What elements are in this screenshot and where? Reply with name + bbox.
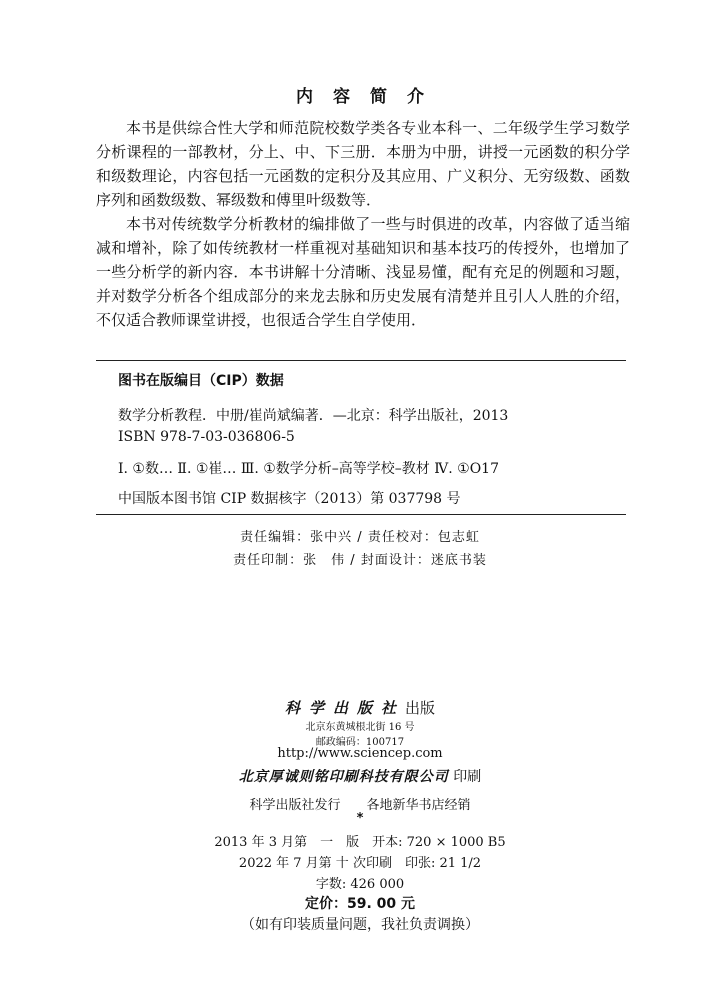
printer-line: [0, 766, 720, 786]
publisher-postcode: 邮政编码：100717: [315, 737, 405, 748]
publisher-url: http://www.sciencep.com: [277, 746, 443, 761]
cip-title-line: 数学分析教程．中册/崔尚斌编著．—北京：科学出版社，2013: [118, 408, 509, 424]
word-count: 字数: 426 000: [315, 877, 405, 892]
cip-library-record: 中国版本图书馆 CIP 数据核字（2013）第 037798 号: [118, 491, 461, 507]
cip-top-rule: [96, 360, 626, 361]
publisher-name: 科学出版社: [284, 699, 405, 717]
cip-isbn: ISBN 978-7-03-036806-5: [118, 429, 295, 445]
edition-line-1: 2013 年 3 月第 一 版 开本: 720 × 1000 B5: [214, 835, 506, 850]
staff-line-1: 责任编辑：张中兴 / 责任校对：包志虹: [240, 530, 480, 545]
cip-classification: Ⅰ. ①数… Ⅱ. ①崔… Ⅲ. ①数学分析–高等学校–教材 Ⅳ. ①O17: [118, 461, 499, 477]
distribution-line: 科学出版社发行 各地新华书店经销: [249, 798, 471, 813]
staff-line-2: 责任印制：张 伟 / 封面设计：迷底书装: [233, 553, 487, 568]
printer-suffix: 印刷: [453, 769, 482, 785]
cip-bottom-rule: [96, 514, 626, 515]
intro-text: [96, 116, 630, 332]
price: 定价：59. 00 元: [304, 896, 416, 912]
publisher-address: 北京东黄城根北街 16 号: [305, 722, 415, 733]
cip-heading: 图书在版编目（CIP）数据: [118, 373, 284, 389]
quality-note: （如有印装质量问题，我社负责调换）: [241, 917, 479, 933]
printer-name: 北京厚诚则铭印刷科技有限公司: [238, 769, 449, 785]
publisher-line: [0, 697, 720, 718]
intro-paragraph-2: 本书对传统数学分析教材的编排做了一些与时俱进的改革，内容做了适当缩减和增补，除了如传统教材一样重视对基础知识和基本技巧的传授外，也增加了一些分析学的新内容．本书讲解十分清晰、浅显易懂，配有充足的例题和习题，并对数学分析各个组成部分的来龙去脉和历史发展有清楚并且引人人胜的介绍，不仅适合教师课堂讲授，也很适合学生自学使用．: [96, 215, 630, 329]
publisher-suffix: 出版: [405, 699, 436, 717]
separator-star: *: [356, 811, 364, 826]
edition-line-2: 2022 年 7 月第 十 次印刷 印张: 21 1/2: [238, 856, 482, 871]
intro-title: 内容简介: [296, 87, 444, 107]
intro-paragraph-1: 本书是供综合性大学和师范院校数学类各专业本科一、二年级学生学习数学分析课程的一部教材，分上、中、下三册．本册为中册，讲授一元函数的积分学和级数理论，内容包括一元函数的定积分及其应用、广义积分、无穷级数、函数序列和函数级数、幂级数和傅里叶级数等．: [96, 119, 630, 209]
